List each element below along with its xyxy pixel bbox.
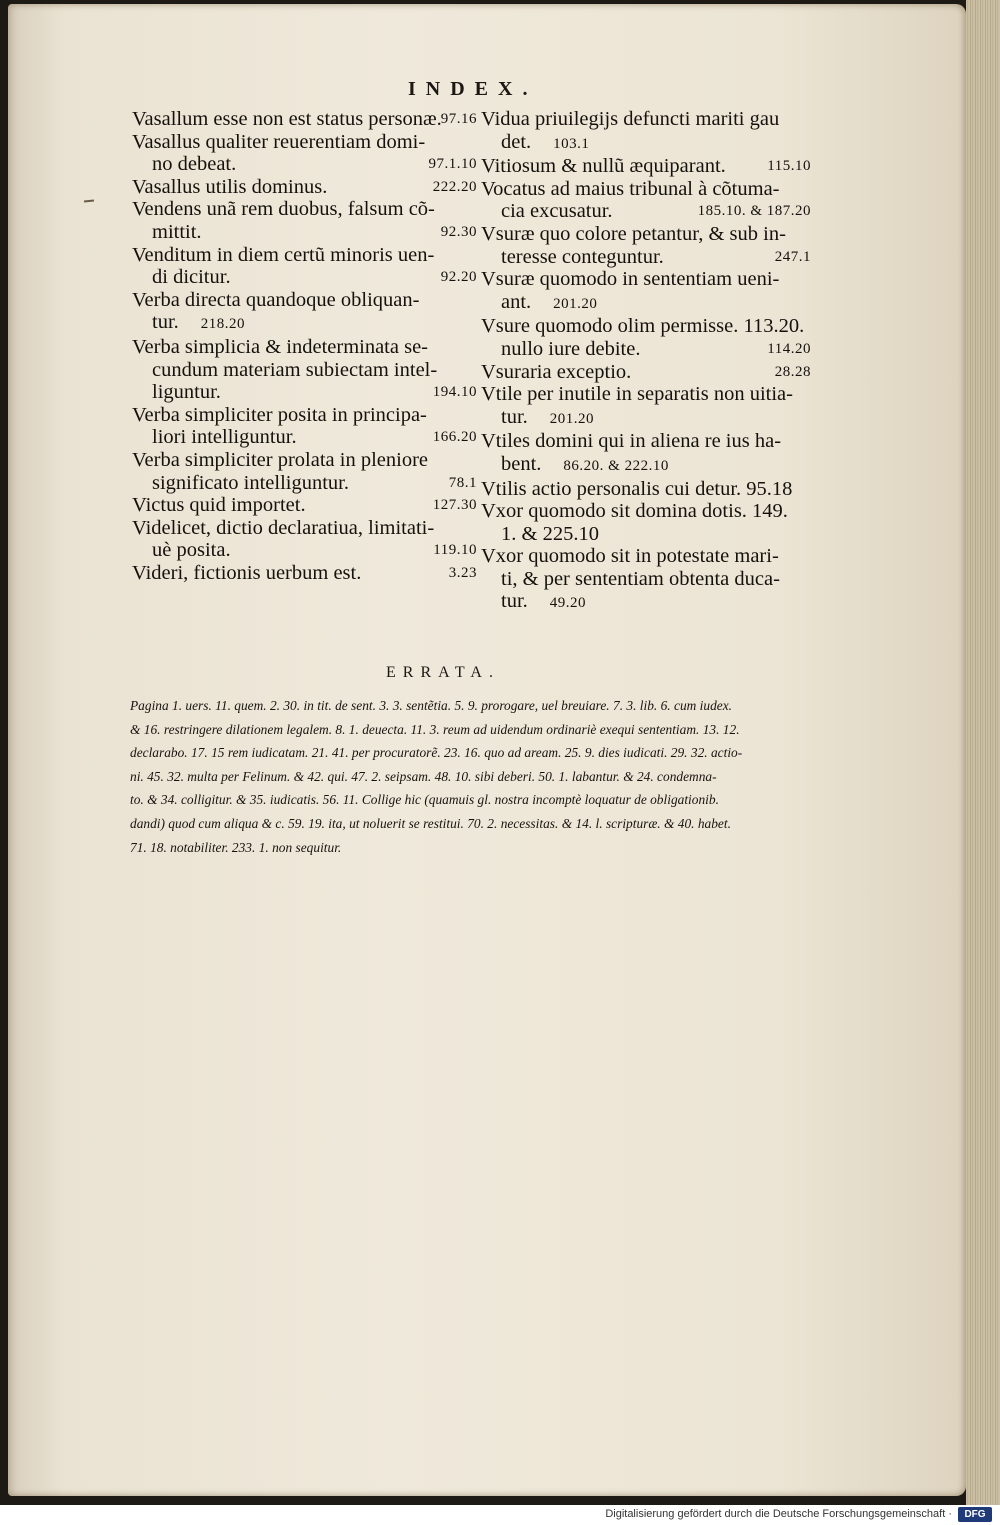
index-entry-line [481, 108, 811, 131]
index-entry-text: tur. [501, 590, 528, 613]
index-entry [132, 131, 477, 176]
index-column-left [132, 108, 477, 584]
index-entry-text: teresse conteguntur. [501, 245, 664, 268]
index-entry-text: Verba simpliciter prolata in pleniore [132, 448, 429, 471]
index-entry-line [481, 478, 811, 501]
index-entry-text: cundum materiam subiectam intel- [152, 358, 438, 381]
index-entry-text: det. [501, 130, 532, 153]
index-entry-text: liori intelliguntur. [152, 426, 297, 449]
index-entry-line [132, 381, 477, 404]
index-entry-reference: 97.16 [440, 111, 477, 127]
index-entry [132, 517, 477, 562]
index-entry [132, 562, 477, 585]
index-column-right [481, 108, 811, 615]
errata-line: dandi) quod cum aliqua & c. 59. 19. ita, ut noluerit se restitui. 70. 2. necessitas. & 14. l. scripturæ. & 40. habet. [130, 815, 731, 831]
index-entry-text: ant. [501, 290, 532, 313]
index-entry-text: Vsuræ quomodo in sententiam ueni- [481, 268, 780, 291]
index-entry [132, 108, 477, 131]
index-entry [481, 155, 811, 178]
index-entry-text: 1. & 225.10 [501, 522, 599, 545]
index-entry-reference: 185.10. & 187.20 [697, 203, 811, 220]
index-entry-reference: 3.23 [448, 564, 477, 581]
index-entry-line [132, 153, 477, 176]
index-entry-reference: 78.1 [448, 474, 477, 491]
index-entry-text: uè posita. [152, 539, 231, 562]
index-entry-text: Vitiosum & nullũ æquiparant. [481, 155, 726, 178]
index-entry-line [132, 221, 477, 244]
errata-line: Pagina 1. uers. 11. quem. 2. 30. in tit. de sent. 3. 3. sentẽtia. 5. 9. prorogare, uel breuiare. 7. 3. lib. 6. cum iudex. [130, 698, 733, 713]
errata-line: 71. 18. notabiliter. 233. 1. non sequitur. [130, 839, 342, 855]
index-entry-text: Vsure quomodo olim permisse. 113.20. [481, 315, 805, 338]
errata-title: ERRATA. [386, 664, 500, 681]
index-entry-line [481, 568, 811, 591]
index-entry-text: Vasallus qualiter reuerentiam domi- [132, 130, 426, 153]
index-entry-line [132, 426, 477, 449]
index-entry-reference: 194.10 [432, 384, 477, 401]
index-entry-text: nullo iure debite. [501, 337, 641, 360]
index-entry-text: Vasallus utilis dominus. [132, 175, 328, 198]
index-entry-reference: 115.10 [767, 158, 811, 175]
index-entry-reference: 201.20 [553, 295, 598, 312]
index-entry-text: ti, & per sententiam obtenta duca- [501, 567, 780, 590]
index-entry-line [132, 562, 477, 585]
index-entry-text: Vxor quomodo sit in potestate mari- [481, 545, 779, 568]
index-entry-text: Venditum in diem certũ minoris uen- [132, 243, 435, 266]
errata-line: ni. 45. 32. multa per Felinum. & 42. qui. 47. 2. seipsam. 48. 10. sibi deberi. 50. 1. labantur. & 24. condemna- [130, 768, 717, 784]
index-entry-line [132, 494, 477, 517]
index-entry [132, 404, 477, 449]
index-entry [481, 361, 811, 384]
index-entry [481, 545, 811, 615]
index-entry-line [132, 336, 477, 359]
index-entry-text: Videri, fictionis uerbum est. [132, 561, 362, 584]
index-entry-text: Vsuræ quo colore petantur, & sub in- [481, 222, 786, 245]
index-entry-line [481, 155, 811, 178]
index-entry [132, 289, 477, 336]
index-entry-line [481, 500, 811, 523]
index-entry-text: Vsuraria exceptio. [481, 360, 632, 383]
index-entry-text: Vendens unã rem duobus, falsum cõ- [132, 198, 435, 221]
index-entry-reference: 218.20 [200, 316, 246, 333]
index-entry [132, 494, 477, 517]
index-entry-line [132, 198, 477, 221]
index-entry-line [481, 200, 811, 223]
index-entry-text: Vocatus ad maius tribunal à cõtuma- [481, 177, 780, 200]
index-entry-line [132, 108, 477, 131]
index-entry-line [481, 523, 811, 546]
index-entry-reference: 86.20. & 222.10 [563, 457, 669, 474]
index-entry-line [481, 430, 811, 453]
errata-text [130, 694, 814, 859]
index-entry-text: Victus quid importet. [132, 494, 306, 517]
index-entry-text: cia excusatur. [501, 200, 613, 223]
errata-line: declarabo. 17. 15 rem iudicatam. 21. 41. per procuratorẽ. 23. 16. quo ad aream. 25. 9. dies iudicati. 29. 32. actio- [130, 745, 743, 761]
index-entry-line [481, 545, 811, 568]
index-entry-reference: 97.1.10 [428, 156, 477, 173]
index-entry-line [132, 176, 477, 199]
index-entry [481, 178, 811, 223]
index-entry [481, 315, 811, 360]
index-entry-line [481, 131, 811, 156]
index-entry-line [132, 517, 477, 540]
index-entry-line [132, 266, 477, 289]
index-entry-text: di dicitur. [152, 266, 231, 289]
index-entry [132, 449, 477, 494]
index-entry-line [481, 178, 811, 201]
index-entry-line [132, 359, 477, 382]
index-entry-reference: 92.20 [440, 269, 477, 286]
index-entry-reference: 49.20 [549, 595, 587, 612]
index-entry-text: Vtiles domini qui in aliena re ius ha- [481, 430, 782, 453]
index-entry-text: liguntur. [152, 381, 221, 404]
index-entry-text: Verba directa quandoque obliquan- [132, 288, 420, 311]
dfg-logo-icon: DFG [958, 1507, 992, 1522]
index-entry-text: tur. [152, 311, 179, 334]
index-entry [481, 500, 811, 545]
index-entry-text: Vtilis actio personalis cui detur. 95.18 [481, 477, 793, 500]
index-entry-text: Vxor quomodo sit domina dotis. 149. [481, 500, 788, 523]
index-entry-line [132, 449, 477, 472]
index-entry-reference: 119.10 [433, 542, 477, 559]
index-entry [132, 198, 477, 243]
index-entry-reference: 166.20 [432, 429, 477, 446]
index-entry-line [481, 590, 811, 615]
footer-bar [0, 1505, 1000, 1525]
index-entry-reference: 103.1 [553, 135, 590, 152]
index-entry [481, 108, 811, 155]
index-entry-reference: 127.30 [432, 497, 477, 514]
index-entry [481, 478, 811, 501]
errata-line: & 16. restringere dilationem legalem. 8. 1. deuecta. 11. 3. reum ad uidendum ordinariè exequi sententiam. 13. 12. [130, 721, 740, 737]
errata-line: to. & 34. colligitur. & 35. iudicatis. 56. 11. Collige hic (quamuis gl. nostra incomptè loquatur de obligationib. [130, 792, 719, 808]
index-entry-reference: 114.20 [767, 340, 811, 357]
index-entry [481, 268, 811, 315]
index-entry-text: mittit. [152, 220, 202, 243]
index-entry [481, 223, 811, 268]
index-entry-text: bent. [501, 452, 542, 475]
index-entry-line [132, 244, 477, 267]
index-entry-text: tur. [501, 405, 528, 428]
index-entry-text: Verba simplicia & indeterminata se- [132, 335, 429, 358]
running-head: INDEX. [408, 78, 538, 100]
index-entry-reference: 92.30 [440, 223, 477, 240]
index-entry-reference: 247.1 [774, 248, 811, 265]
index-entry [132, 176, 477, 199]
index-entry-line [132, 539, 477, 562]
index-entry-text: Verba simpliciter posita in principa- [132, 403, 427, 426]
index-entry-text: significato intelliguntur. [152, 471, 350, 494]
index-entry-reference: 28.28 [774, 363, 811, 380]
index-entry-line [481, 315, 811, 338]
index-entry-line [481, 291, 811, 316]
index-entry-line [481, 361, 811, 384]
index-entry [481, 430, 811, 477]
index-entry-line [481, 223, 811, 246]
index-entry-line [481, 453, 811, 478]
index-entry-line [481, 338, 811, 361]
index-entry-line [132, 404, 477, 427]
index-entry-text: Vtile per inutile in separatis non uitia- [481, 383, 793, 406]
index-entry [132, 336, 477, 404]
index-entry-line [132, 472, 477, 495]
index-entry-line [481, 383, 811, 406]
page-edges [966, 0, 1000, 1505]
index-entry-line [132, 289, 477, 312]
index-entry-line [132, 131, 477, 154]
index-entry [481, 383, 811, 430]
index-entry-line [481, 246, 811, 269]
index-entry-line [132, 311, 477, 336]
index-entry-line [481, 406, 811, 431]
index-entry-text: Videlicet, dictio declaratiua, limitati- [132, 516, 435, 539]
index-entry-text: no debeat. [152, 153, 237, 176]
index-entry-reference: 222.20 [432, 178, 477, 195]
index-entry [132, 244, 477, 289]
footer-credit: Digitalisierung gefördert durch die Deutsche Forschungsgemeinschaft · [605, 1508, 952, 1520]
index-entry-text: Vidua priuilegijs defuncti mariti gau [481, 108, 780, 130]
index-entry-text: Vasallum esse non est status personæ. [132, 108, 442, 130]
index-entry-reference: 201.20 [549, 410, 595, 427]
index-entry-line [481, 268, 811, 291]
